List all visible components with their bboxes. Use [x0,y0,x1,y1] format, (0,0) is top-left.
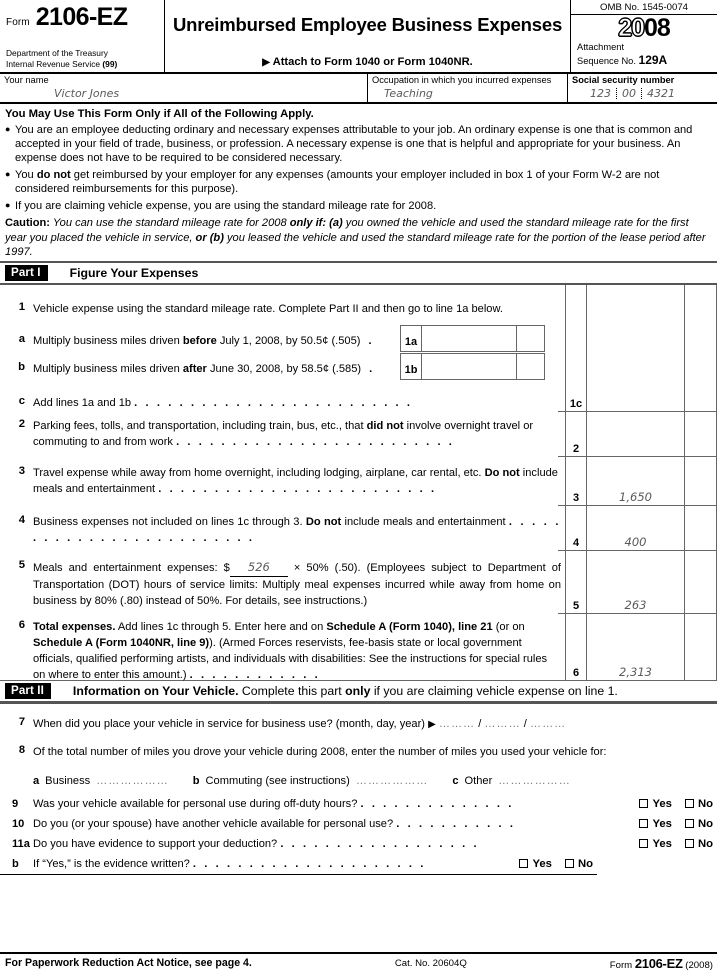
eligibility-bullet-2-text: You do not get reimbursed by your employer for any expenses (amounts your employer included in box 1 of your Form W-2 are not considered reimbursements for this purpose). [15,169,660,196]
eligibility-bullet-2 [5,168,712,196]
line-6-body [0,614,565,680]
line-1b-leader: . [369,363,373,376]
line-3-row [0,457,717,505]
line-1b-row [0,353,717,381]
question-b-number: b [12,857,19,870]
ssn-divider-1 [616,88,617,99]
ssn-part-3: 4321 [647,87,675,100]
checkbox-yes-icon[interactable] [639,839,648,848]
form-identification-block [0,0,165,72]
ssn-part-1: 123 [590,87,611,100]
line-2-text: Parking fees, tolls, and transportation, including train, bus, etc., that did not involve overnight travel or commuting to and from work . . . . . . . . . . . . . . . . . . . . . . . . . [33,420,534,449]
question-row-11a [0,834,717,854]
ssn-label: Social security number [572,75,675,85]
question-10-answers [629,818,713,830]
line-1-cents[interactable] [685,285,717,325]
line-4-dollars[interactable]: 400 [587,506,685,550]
ssn-value [590,87,717,100]
form-title-block [165,0,571,72]
catalog-number: Cat. No. 20604Q [394,957,467,969]
occupation-label: Occupation in which you incurred expenses [372,75,552,85]
line-2-number: 2 [18,418,25,431]
question-10-no-option[interactable] [685,818,713,830]
line-6-money-cells [565,614,717,680]
ssn-part-2: 00 [622,87,636,100]
line-1b-body [0,353,565,381]
line-6-text: Total expenses. Add lines 1c through 5. Enter here and on Schedule A (Form 1040), line 21 (or on Schedule A (Form 1040NR, line 9)). (Armed Forces reservists, fee-basis state or local government officials, qualified performing artists, and individuals with disabilities: See the instructions for special rules on where to enter this amount.) . . . . . . . . . . . . [33,621,548,682]
line-1c-dollars[interactable] [587,381,685,411]
question-b-yes-label: Yes [532,857,552,870]
part2-banner [0,681,717,701]
line-1c-tag: 1c [565,381,587,411]
attach-instruction-text: Attach to Form 1040 or Form 1040NR. [272,56,473,68]
line-2-cents[interactable] [685,412,717,456]
question-b-yes-option[interactable] [519,858,551,870]
line-7-slash-1: / [478,717,482,730]
taxpayer-identity-row [0,74,717,104]
line-5-body [0,551,565,613]
line-6-total-label: Total expenses. [33,621,116,634]
line-2-row [0,412,717,456]
line-8-row [0,736,717,793]
irs-label: Internal Revenue Service [6,58,101,69]
line-3-money-cells [565,457,717,505]
line-7-number: 7 [18,715,25,728]
line-5-tag: 5 [565,551,587,613]
line-1a-emphasis: before [182,335,217,348]
line-5-text: Meals and entertainment expenses: $ 526 × 50% (.50). (Employees subject to Department of Transportation (DOT) hours of service limits: Multiply meal expenses incurred while away from home on business by 80% (.80) instead of 50%. For details, see instructions.) [33,560,561,608]
line-1-text: Vehicle expense using the standard mileage rate. Complete Part II and then go to line 1a below. [33,303,503,316]
line-6-schedule-a-nr: Schedule A (Form 1040NR, line 9) [33,637,210,650]
line-8-number: 8 [18,744,25,757]
line-1a-cents-spacer [685,325,717,353]
line-1a-cents[interactable] [517,325,545,352]
line-4-leader-dots: . . . . . . . . . . . . . . . . . . . . . . . . . [33,516,562,545]
line-1a-lineno-spacer [565,325,587,353]
line-1b-lineno-spacer [565,353,587,381]
treasury-label: Department of the Treasury [6,48,108,58]
line-5-meals-input[interactable]: 526 [230,559,288,577]
line-1a-letter: a [18,333,25,346]
question-9-no-option[interactable] [685,798,713,810]
ssn-field-cell[interactable] [568,74,717,102]
line-1b-cents-spacer [685,353,717,381]
tax-year [571,16,717,41]
form-number: 2106-EZ [35,3,128,31]
bullet-dot-icon: ● [5,169,11,180]
line-5-cents[interactable] [685,551,717,613]
attachment-label: Attachment [577,42,625,52]
occupation-field-cell[interactable] [368,74,568,102]
triangle-right-icon: ▶ [428,718,436,730]
question-10-yes-label: Yes [652,817,672,830]
line-5-money-cells [565,551,717,613]
line-1b-input-group [400,353,545,380]
line-4-emphasis: Do not [305,516,342,529]
line-5-number: 5 [18,559,25,572]
line-2-money-cells [565,412,717,456]
line-1-number: 1 [18,301,25,314]
line-6-number: 6 [18,619,25,632]
question-11a-no-label: No [697,837,713,850]
question-9-answers [629,798,713,810]
question-11a-no-option[interactable] [685,838,713,850]
tax-year-prefix: 20 [618,14,644,42]
line-8c-input[interactable]: ……………… [498,774,571,787]
question-9-no-label: No [697,797,713,810]
name-label: Your name [4,75,49,85]
question-b-answers [509,858,593,870]
question-10-yes-option[interactable] [639,818,671,830]
question-row-10 [0,814,717,834]
line-1a-input-group [400,325,545,352]
line-1c-money-cells [565,381,717,411]
ssn-divider-2 [641,88,642,99]
line-1a-row [0,325,717,353]
checkbox-yes-icon[interactable] [639,819,648,828]
line-1c-text: Add lines 1a and 1b . . . . . . . . . . . . . . . . . . . . . . . . . [33,397,413,410]
question-10-number: 10 [12,817,25,830]
line-6-dollars[interactable]: 2,313 [587,614,685,680]
line-1a-dollars[interactable] [422,325,517,352]
checkbox-no-icon[interactable] [685,799,694,808]
eligibility-bullet-3 [5,199,712,213]
line-6-leader-dots: . . . . . . . . . . . . [189,669,321,682]
sequence-label: Sequence No. [577,56,636,67]
checkbox-yes-icon[interactable] [639,799,648,808]
question-row-b [0,854,597,875]
checkbox-no-icon[interactable] [685,819,694,828]
line-4-body [0,506,565,550]
line-4-text: Business expenses not included on lines 1c through 3. Do not include meals and entertainment . . . . . . . . . . . . . . . . . . . . . . . . . [33,516,562,545]
part2-title: Information on Your Vehicle. Complete this part only if you are claiming vehicle expense on line 1. [72,684,618,699]
line-1c-leader-dots: . . . . . . . . . . . . . . . . . . . . . . . . . [134,397,413,410]
line-4-row [0,506,717,550]
line-7-month-input[interactable]: ……… [438,717,476,730]
caution-note: Caution: You can use the standard mileage rate for 2008 only if: (a) you owned the vehicle and used the standard mileage rate for the first year you placed the vehicle in service, or (b) you leased the vehicle and used the standard mileage rate for the portion of the lease period after 1997. [5,217,706,258]
line-8b-input[interactable]: ……………… [355,774,429,787]
line-3-body [0,457,565,505]
eligibility-bullet-3-text: If you are claiming vehicle expense, you are using the standard mileage rate for 2008. [15,200,437,213]
checkbox-no-icon[interactable] [685,839,694,848]
line-1b-money-cells [565,353,717,381]
line-1-dollars[interactable] [587,285,685,325]
line-2-emphasis: did not [366,420,404,433]
line-8c-label: Other [464,774,493,787]
line-1a-text: Multiply business miles driven before July 1, 2008, by 50.5¢ (.505) . 1a [33,333,561,349]
occupation-value: Teaching [384,87,433,100]
name-field-cell[interactable] [0,74,368,102]
bullet-2-emphasis: do not [36,169,71,182]
triangle-right-icon: ▶ [262,57,270,68]
part1-banner [0,263,717,283]
tax-year-suffix: 08 [644,14,670,42]
question-10-no-label: No [697,817,713,830]
line-4-number: 4 [18,514,25,527]
line-5-dollars[interactable]: 263 [587,551,685,613]
vehicle-questions [0,794,717,875]
line-5-row [0,551,717,613]
question-9-text: Was your vehicle available for personal use during off-duty hours? . . . . . . . . . . . . . . [33,797,514,810]
eligibility-bullet-1 [5,123,712,165]
attachment-sequence [571,42,717,68]
form-header [0,0,717,74]
line-6-tag: 6 [565,614,587,680]
question-11a-answers [629,838,713,850]
line-8a-input[interactable]: ……………… [96,774,169,787]
line-7-text: When did you place your vehicle in service for business use? (month, day, year) [33,717,425,730]
page-title: Unreimbursed Employee Business Expenses [172,14,563,35]
line-8-body [33,744,713,789]
question-b-no-label: No [577,857,593,870]
line-3-number: 3 [18,465,25,478]
question-10-text: Do you (or your spouse) have another vehicle available for personal use? . . . . . . . . . . . [33,817,516,830]
line-8b-label: Commuting (see instructions) [205,774,350,787]
line-4-money-cells [565,506,717,550]
line-1c-body [0,381,565,411]
line-1c-row [0,381,717,411]
expenses-table [0,285,717,681]
question-9-yes-label: Yes [652,797,672,810]
line-1b-cents[interactable] [517,353,545,380]
form-footer [0,952,717,972]
line-4-cents[interactable] [685,506,717,550]
caution-only-if: only if: (a) [289,217,343,230]
line-1b-dollars[interactable] [422,353,517,380]
line-1b-letter: b [18,361,25,374]
part1-title: Figure Your Expenses [69,265,199,280]
caution-or-b: or (b) [195,231,224,244]
line-7-body [33,716,713,733]
bullet-dot-icon: ● [5,124,11,134]
line-1b-emphasis: after [182,363,207,376]
paperwork-notice: For Paperwork Reduction Act Notice, see page 4. [5,957,252,969]
agency-block [6,48,117,69]
line-7-slash-2: / [523,717,527,730]
question-b-text: If “Yes,” is the evidence written? . . . . . . . . . . . . . . . . . . . . . [33,857,426,870]
part2-badge: Part II [5,683,51,699]
line-3-dollars[interactable]: 1,650 [587,457,685,505]
line-2-dollars[interactable] [587,412,685,456]
line-8a-label: Business [45,774,91,787]
omb-number: OMB No. 1545-0074 [571,0,717,15]
line-1a-leader: . [368,335,372,348]
line-8-subparts [33,773,713,790]
line-1c-letter: c [18,395,25,408]
question-9-yes-option[interactable] [639,798,671,810]
line-8b-letter: b [192,774,200,787]
line-3-emphasis: Do not [484,467,520,480]
line-2-tag: 2 [565,412,587,456]
question-11a-yes-option[interactable] [639,838,671,850]
line-1b-tag: 1b [400,353,422,380]
omb-year-block [571,0,717,72]
line-1a-body [0,325,565,353]
line-1b-text: Multiply business miles driven after June 30, 2008, by 58.5¢ (.585) . 1b [33,361,561,377]
checkbox-no-icon[interactable] [565,859,574,868]
footer-form-id: Form 2106-EZ (2008) [609,955,713,971]
part2-only-emphasis: only [345,684,371,699]
line-1-body [0,285,565,325]
eligibility-bullet-1-text: You are an employee deducting ordinary and necessary expenses attributable to your job. An ordinary expense is one that is common and accepted in your field of trade, business, or profession. A necessary expense is one that is helpful and appropriate for your business. An expense does not have to be required to be considered necessary. [15,124,693,165]
eligibility-section [0,104,717,263]
line-8c-letter: c [452,774,459,787]
sequence-number: 129A [638,53,668,68]
checkbox-yes-icon[interactable] [519,859,528,868]
line-3-cents[interactable] [685,457,717,505]
question-11a-yes-label: Yes [652,837,672,850]
line-1-money-cells [565,285,717,325]
line-1a-money-cells [565,325,717,353]
line-1-row [0,285,717,325]
question-b-no-option[interactable] [565,858,593,870]
line-8a-letter: a [33,774,40,787]
line-4-tag: 4 [565,506,587,550]
bullet-dot-icon: ● [5,200,11,211]
line-7-day-input[interactable]: ……… [484,717,521,730]
line-3-text: Travel expense while away from home overnight, including lodging, airplane, car rental, etc. Do not include meals and entertainment . . . . . . . . . . . . . . . . . . . . . . . . . [33,467,558,496]
line-1b-dollars-spacer [587,353,685,381]
line-1-tag [565,285,587,325]
line-3-tag: 3 [565,457,587,505]
line-8-text: Of the total number of miles you drove your vehicle during 2008, enter the number of miles you used your vehicle for: [33,746,607,759]
line-2-body [0,412,565,456]
caution-label: Caution: [5,217,50,230]
question-11a-number: 11a [12,837,30,850]
attach-instruction [165,56,570,68]
question-11a-text: Do you have evidence to support your deduction? . . . . . . . . . . . . . . . . . . [33,837,480,850]
question-9-number: 9 [12,797,19,810]
line-6-cents[interactable] [685,614,717,680]
line-1a-dollars-spacer [587,325,685,353]
line-6-row [0,614,717,680]
line-2-leader-dots: . . . . . . . . . . . . . . . . . . . . . . . . . [176,436,455,449]
line-3-leader-dots: . . . . . . . . . . . . . . . . . . . . . . . . . [158,483,437,496]
line-1c-cents[interactable] [685,381,717,411]
irs-paren: (99) [102,58,118,69]
line-6-schedule-a: Schedule A (Form 1040), line 21 [326,621,493,634]
line-7-row [0,704,717,737]
eligibility-heading: You May Use This Form Only if All of the Following Apply. [5,108,314,120]
name-value: Victor Jones [54,87,120,100]
question-row-9 [0,794,717,814]
form-word-label: Form [6,17,30,28]
line-1a-tag: 1a [400,325,422,352]
line-7-year-input[interactable]: ……… [529,717,567,730]
part1-badge: Part I [5,265,48,281]
